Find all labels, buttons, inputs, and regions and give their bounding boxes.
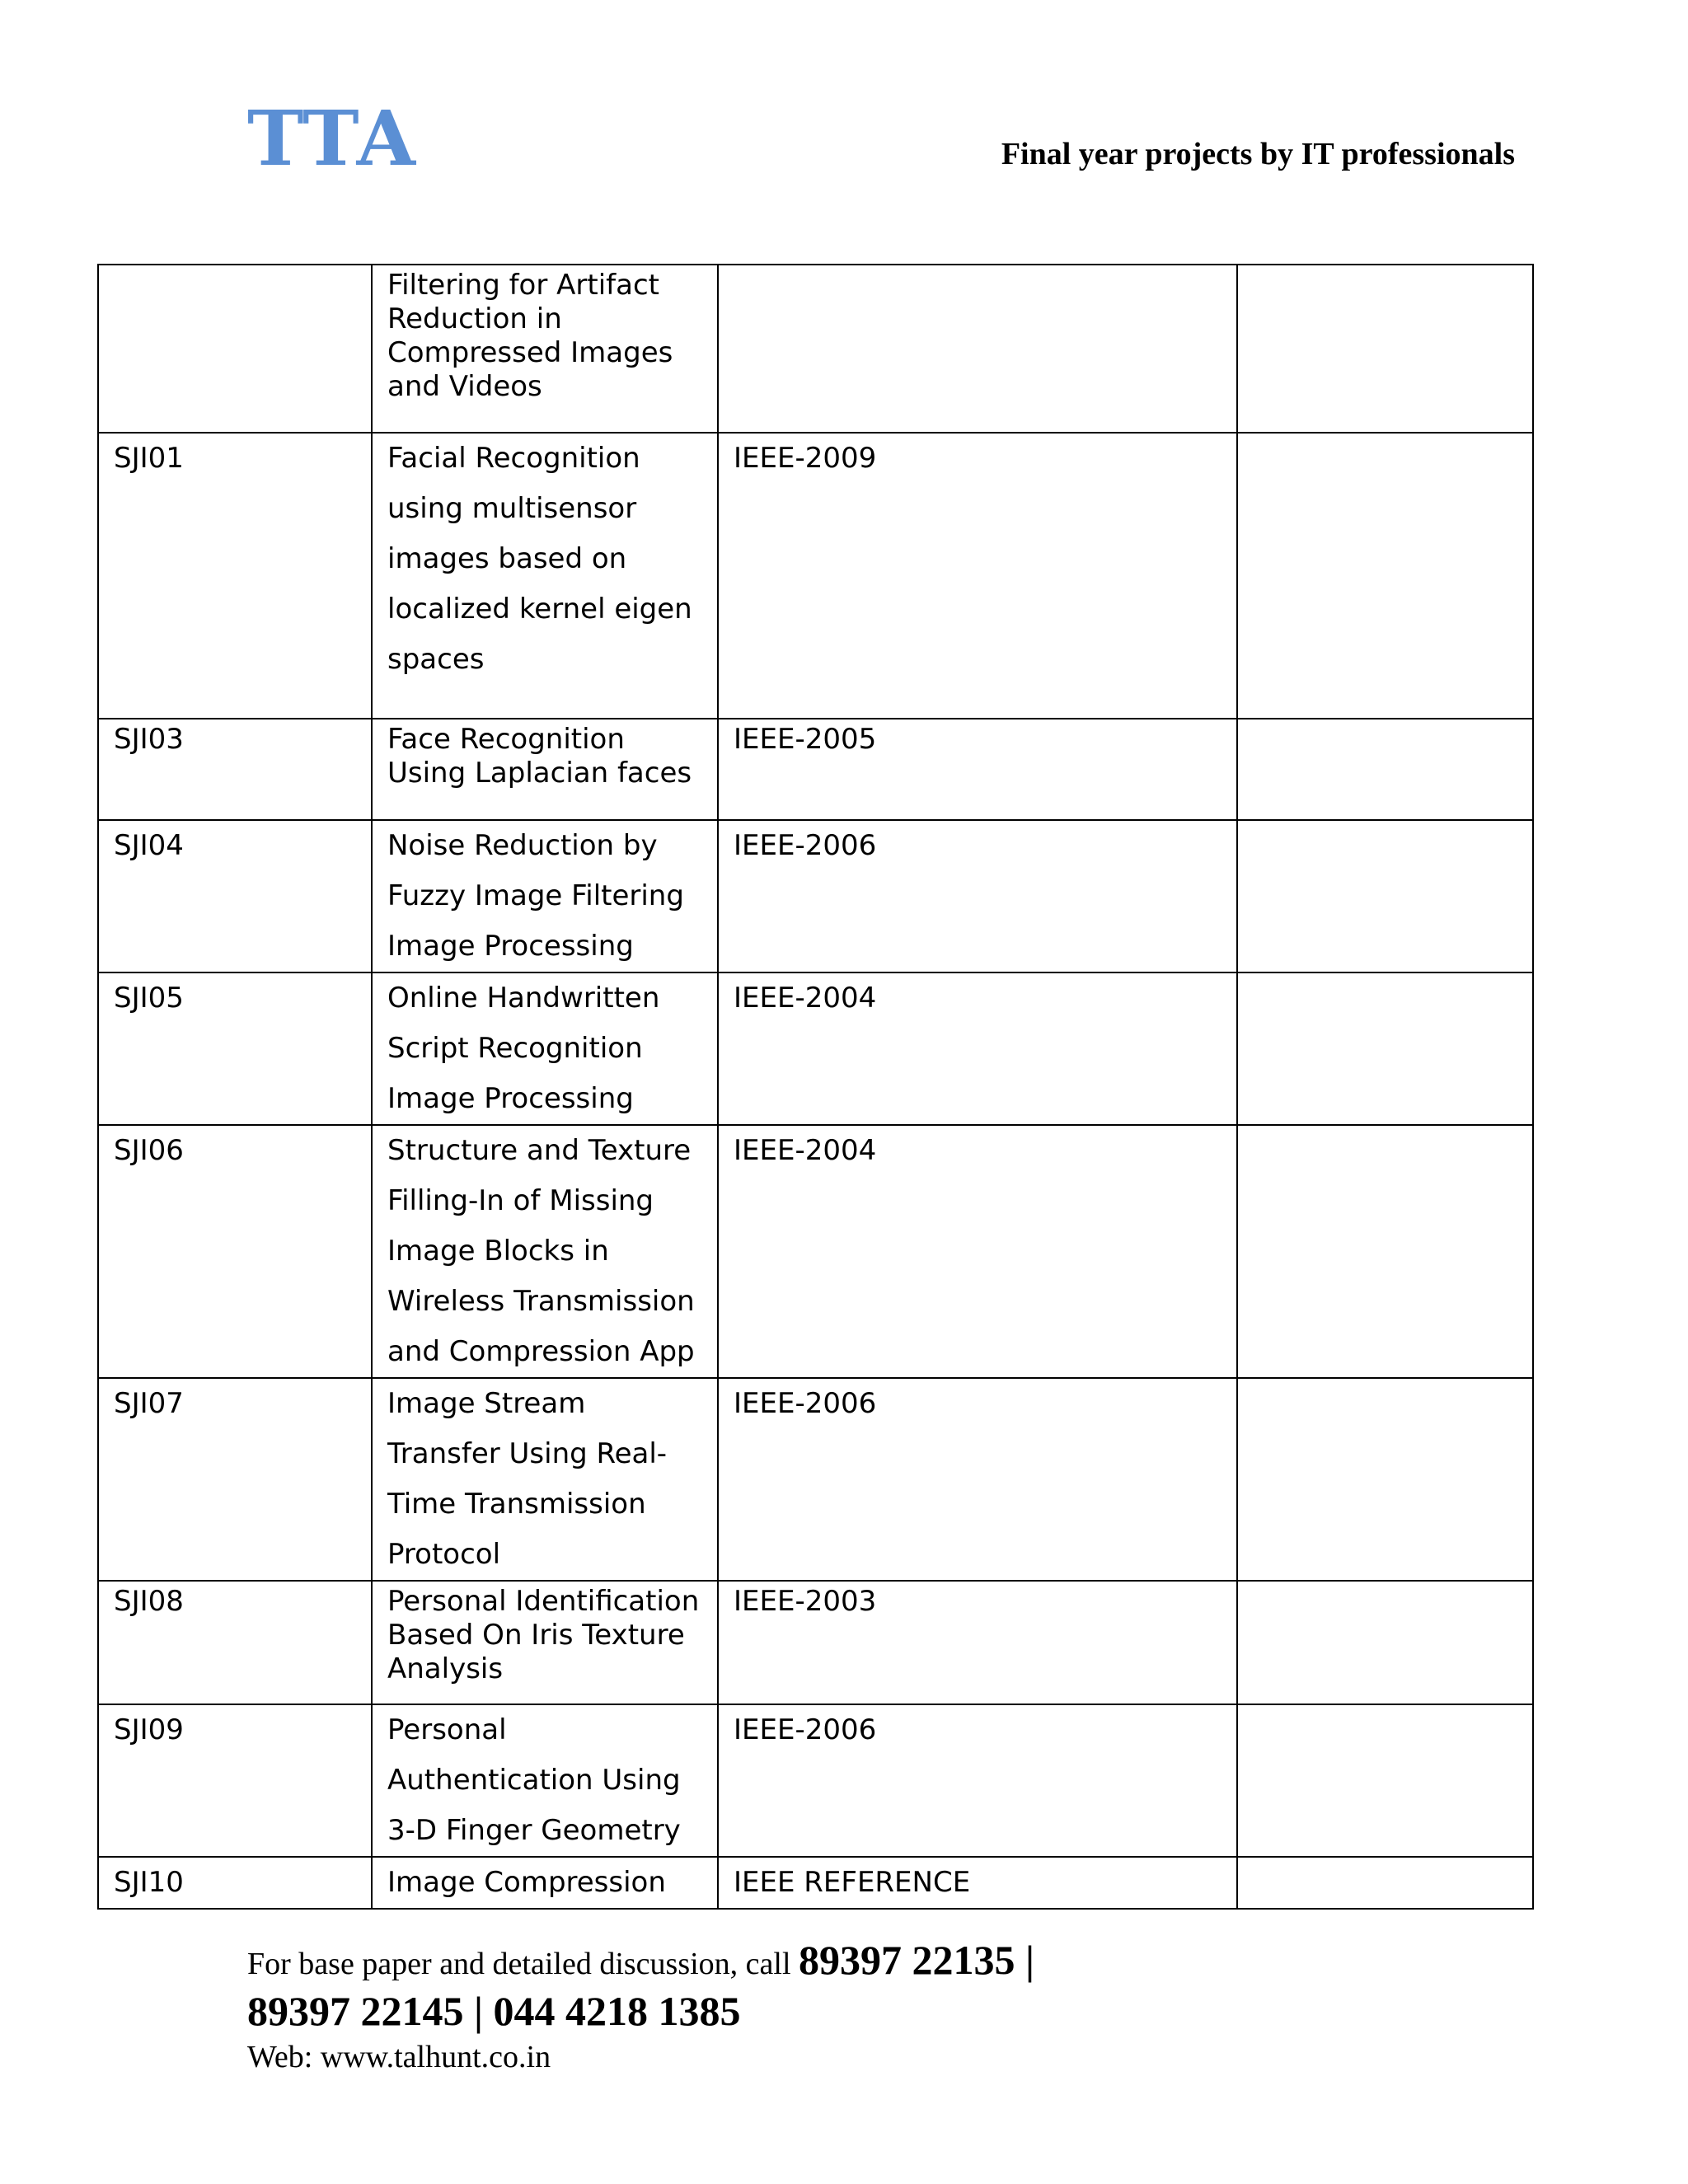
project-title-cell <box>372 972 718 1125</box>
table-row <box>98 1857 1533 1909</box>
contact-footer <box>247 1937 1034 2076</box>
project-title-cell <box>372 1378 718 1581</box>
ieee-reference-cell: IEEE-2003 <box>718 1581 1237 1704</box>
table-row <box>98 972 1533 1125</box>
project-title-line: Protocol <box>387 1538 501 1571</box>
project-title-line: Transfer Using Real- <box>387 1437 668 1470</box>
footer-line-1 <box>247 1937 1034 1985</box>
table-row <box>98 1378 1533 1581</box>
project-title-cell <box>372 433 718 719</box>
empty-cell <box>1237 265 1533 433</box>
ieee-reference-cell: IEEE REFERENCE <box>718 1857 1237 1909</box>
table-row <box>98 1125 1533 1378</box>
table-row <box>98 265 1533 433</box>
table-row <box>98 719 1533 820</box>
table-row <box>98 820 1533 972</box>
table-row <box>98 1581 1533 1704</box>
empty-cell <box>1237 972 1533 1125</box>
ieee-reference-cell: IEEE-2006 <box>718 820 1237 972</box>
project-title-cell <box>372 1125 718 1378</box>
project-title-line: Time Transmission <box>387 1488 646 1521</box>
project-title-line: Filling-In of Missing <box>387 1184 654 1217</box>
project-title-line: Analysis <box>387 1652 504 1685</box>
empty-cell <box>1237 1125 1533 1378</box>
project-title-line: 3-D Finger Geometry <box>387 1814 681 1847</box>
project-title-line: using multisensor <box>387 492 637 525</box>
project-code-cell: SJI08 <box>98 1581 372 1704</box>
project-code-cell: SJI10 <box>98 1857 372 1909</box>
project-title-line: Image Compression <box>387 1866 666 1899</box>
header-tagline: Final year projects by IT professionals <box>1001 137 1515 171</box>
project-title-line: Image Processing <box>387 930 634 963</box>
table-row <box>98 1704 1533 1857</box>
project-code-cell: SJI09 <box>98 1704 372 1857</box>
project-title-line: Structure and Texture <box>387 1134 692 1167</box>
project-title-line: images based on <box>387 542 627 575</box>
project-title-cell <box>372 265 718 433</box>
project-title-line: Based On Iris Texture <box>387 1619 685 1652</box>
ieee-reference-cell: IEEE-2009 <box>718 433 1237 719</box>
project-title-cell <box>372 820 718 972</box>
footer-phones: 89397 22145 | 044 4218 1385 <box>247 1987 741 2034</box>
project-code-cell: SJI04 <box>98 820 372 972</box>
ieee-reference-cell: IEEE-2004 <box>718 972 1237 1125</box>
empty-cell <box>1237 820 1533 972</box>
project-title-line: Image Blocks in <box>387 1235 609 1268</box>
project-title-line: Personal Identification <box>387 1585 700 1618</box>
project-title-line: Face Recognition <box>387 723 625 756</box>
project-title-line: Wireless Transmission <box>387 1285 695 1318</box>
ieee-reference-cell <box>718 265 1237 433</box>
project-title-line: Reduction in <box>387 302 562 335</box>
projects-table-body <box>98 265 1533 1909</box>
project-title-cell <box>372 1704 718 1857</box>
project-title-line: Script Recognition <box>387 1032 643 1065</box>
project-title-line: Compressed Images <box>387 336 673 369</box>
project-title-line: and Compression App <box>387 1335 695 1368</box>
table-row <box>98 433 1533 719</box>
project-title-line: Noise Reduction by <box>387 829 658 862</box>
project-title-cell <box>372 1581 718 1704</box>
footer-phone-1: 89397 22135 | <box>799 1937 1035 1983</box>
project-code-cell <box>98 265 372 433</box>
project-title-line: Online Handwritten <box>387 982 660 1015</box>
tta-logo: TTA <box>247 94 417 183</box>
empty-cell <box>1237 719 1533 820</box>
project-title-line: Facial Recognition <box>387 442 640 475</box>
empty-cell <box>1237 433 1533 719</box>
project-title-line: Using Laplacian faces <box>387 757 692 790</box>
footer-call-text: For base paper and detailed discussion, call <box>247 1947 799 1981</box>
project-code-cell: SJI03 <box>98 719 372 820</box>
empty-cell <box>1237 1581 1533 1704</box>
project-title-line: Personal <box>387 1713 507 1746</box>
project-title-line: Filtering for Artifact <box>387 269 659 302</box>
ieee-reference-cell: IEEE-2004 <box>718 1125 1237 1378</box>
project-title-cell <box>372 719 718 820</box>
project-code-cell: SJI05 <box>98 972 372 1125</box>
project-title-line: Image Processing <box>387 1082 634 1115</box>
projects-table <box>97 264 1534 1910</box>
project-code-cell: SJI06 <box>98 1125 372 1378</box>
project-code-cell: SJI07 <box>98 1378 372 1581</box>
project-title-line: Fuzzy Image Filtering <box>387 879 684 912</box>
empty-cell <box>1237 1704 1533 1857</box>
footer-web: Web: www.talhunt.co.in <box>247 2040 551 2074</box>
ieee-reference-cell: IEEE-2005 <box>718 719 1237 820</box>
project-code-cell: SJI01 <box>98 433 372 719</box>
project-title-cell <box>372 1857 718 1909</box>
project-title-line: localized kernel eigen <box>387 593 692 626</box>
project-title-line: Authentication Using <box>387 1764 681 1797</box>
empty-cell <box>1237 1857 1533 1909</box>
project-title-line: spaces <box>387 643 485 676</box>
empty-cell <box>1237 1378 1533 1581</box>
project-title-line: Image Stream <box>387 1387 586 1420</box>
ieee-reference-cell: IEEE-2006 <box>718 1378 1237 1581</box>
project-title-line: and Videos <box>387 370 542 403</box>
ieee-reference-cell: IEEE-2006 <box>718 1704 1237 1857</box>
